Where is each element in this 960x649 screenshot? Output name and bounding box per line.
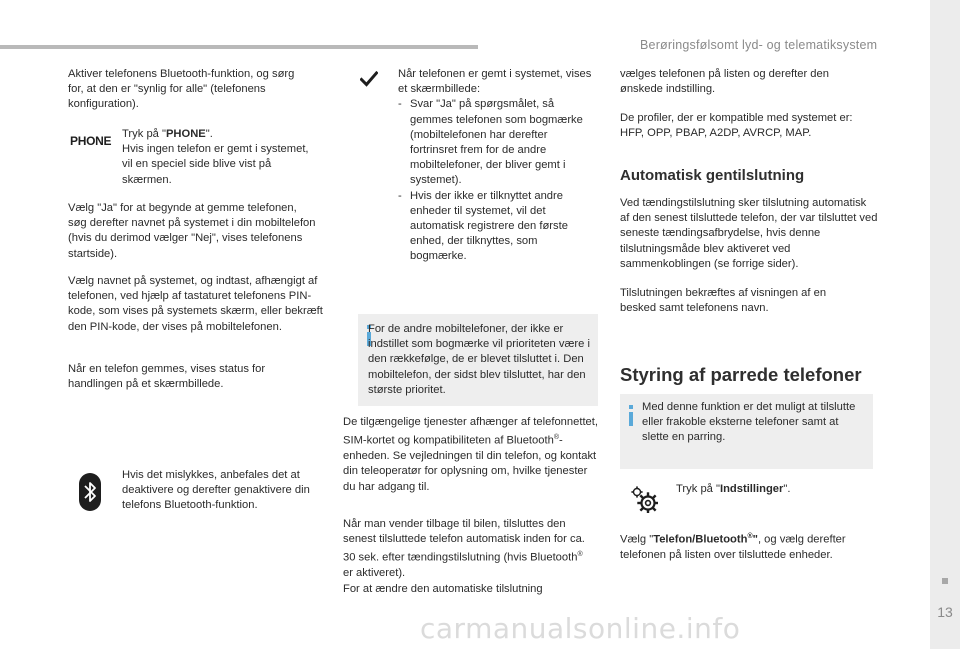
saved-options-list xyxy=(398,97,593,264)
paragraph-enter-pin: Vælg navnet på systemet, og indtast, afhængigt af telefonen, ved hjælp af tastaturet telefonens PIN-kode, som vises på systemets skærm, eller bekræft den PIN-kode, der vises på mobiltelefonen. xyxy=(68,275,323,333)
paragraph-select-phone: vælges telefonen på listen og derefter den ønskede indstilling. xyxy=(620,68,829,96)
paragraph-press-settings: Tryk på "Indstillinger". xyxy=(676,483,791,495)
paragraph-connection-confirmed: Tilslutningen bekræftes af visningen af en besked samt telefonens navn. xyxy=(620,287,827,315)
list-item: - Svar "Ja" på spørgsmålet, så gemmes telefonen som bogmærke (mobiltelefonen har derefter fortrinsret frem for de andre mobiltelefoner, der bliver gemt i systemet). xyxy=(398,97,593,188)
paragraph-services: De tilgængelige tjenester afhænger af telefonnettet, SIM-kortet og kompatibiliteten af Bluetooth®-enheden. Se vejledningen til din telefon, og kontakt din teleoperatør for oplysning om, hvilke tjenester du har adgang til. xyxy=(343,416,598,493)
paragraph-choose-yes: Vælg "Ja" for at begynde at gemme telefonen, søg derefter navnet på systemet i din mobiltelefon (hvis du derimod vælger "Nej", vises telefonens startside). xyxy=(68,202,316,260)
check-intro: Når telefonen er gemt i systemet, vises et skærmbillede: xyxy=(398,68,592,96)
phone-button-icon: PHONE xyxy=(70,134,112,148)
bluetooth-icon xyxy=(78,472,102,512)
info-accent-dot xyxy=(629,405,633,409)
info-accent-bar xyxy=(629,412,633,426)
paragraph-activate-bluetooth: Aktiver telefonens Bluetooth-funktion, og sørg for, at den er "synlig for alle" (telefonens konfiguration). xyxy=(68,68,295,111)
paragraph-bluetooth-retry: Hvis det mislykkes, anbefales det at deaktivere og derefter genaktivere din telefons Bluetooth-funktion. xyxy=(122,469,310,512)
heading-auto-reconnect: Automatisk gentilslutning xyxy=(620,167,805,184)
settings-gear-icon xyxy=(628,483,658,513)
watermark-text: carmanualsonline.info xyxy=(420,612,741,645)
heading-manage-paired: Styring af parrede telefoner xyxy=(620,364,862,385)
checkmark-icon xyxy=(360,71,378,87)
page-side-strip xyxy=(930,0,960,649)
paragraph-auto-reconnect: Når man vender tilbage til bilen, tilsluttes den senest tilsluttede telefon automatisk inden for ca. 30 sek. efter tændingstilslutning (hvis Bluetooth® er aktiveret). For at ændre den automatiske tilslutning xyxy=(343,518,585,595)
page-number: 13 xyxy=(937,604,953,620)
paragraph-phone-saved xyxy=(398,67,593,265)
page-marker-dot xyxy=(942,578,948,584)
paragraph-auto-connection: Ved tændingstilslutning sker tilslutning automatisk af den senest tilsluttede telefon, der var tilsluttet ved seneste tændingsafbrydelse, hvis denne tilslutningsmåde blev aktiveret ved sammenkoblingen (se forrige sider). xyxy=(620,197,878,270)
info-text-pairing: Med denne funktion er det muligt at tilslutte eller frakoble eksterne telefoner samt at slette en parring. xyxy=(642,401,856,444)
header-rule xyxy=(0,45,478,49)
page-header-title: Berøringsfølsomt lyd- og telematiksystem xyxy=(640,38,878,52)
info-text-priority: For de andre mobiltelefoner, der ikke er indstillet som bogmærke vil prioriteten være i den rækkefølge, de er blevet tilsluttet i. Den mobiltelefon, der sidst blev tilsluttet, har den største prioritet. xyxy=(368,323,590,396)
list-item: - Hvis der ikke er tilknyttet andre enheder til systemet, vil det automatisk registrere den første enhed, der tilknyttes, som bogmærke. xyxy=(398,189,593,265)
paragraph-press-phone: Tryk på "PHONE". Hvis ingen telefon er gemt i systemet, vil en speciel side blive vist på skærmen. xyxy=(122,128,309,186)
paragraph-profiles: De profiler, der er kompatible med systemet er: HFP, OPP, PBAP, A2DP, AVRCP, MAP. xyxy=(620,112,853,140)
paragraph-status-screen: Når en telefon gemmes, vises status for handlingen på et skærmbillede. xyxy=(68,363,266,391)
paragraph-select-telefon-bluetooth: Vælg "Telefon/Bluetooth®", og vælg derefter telefonen på listen over tilsluttede enheder. xyxy=(620,533,846,561)
